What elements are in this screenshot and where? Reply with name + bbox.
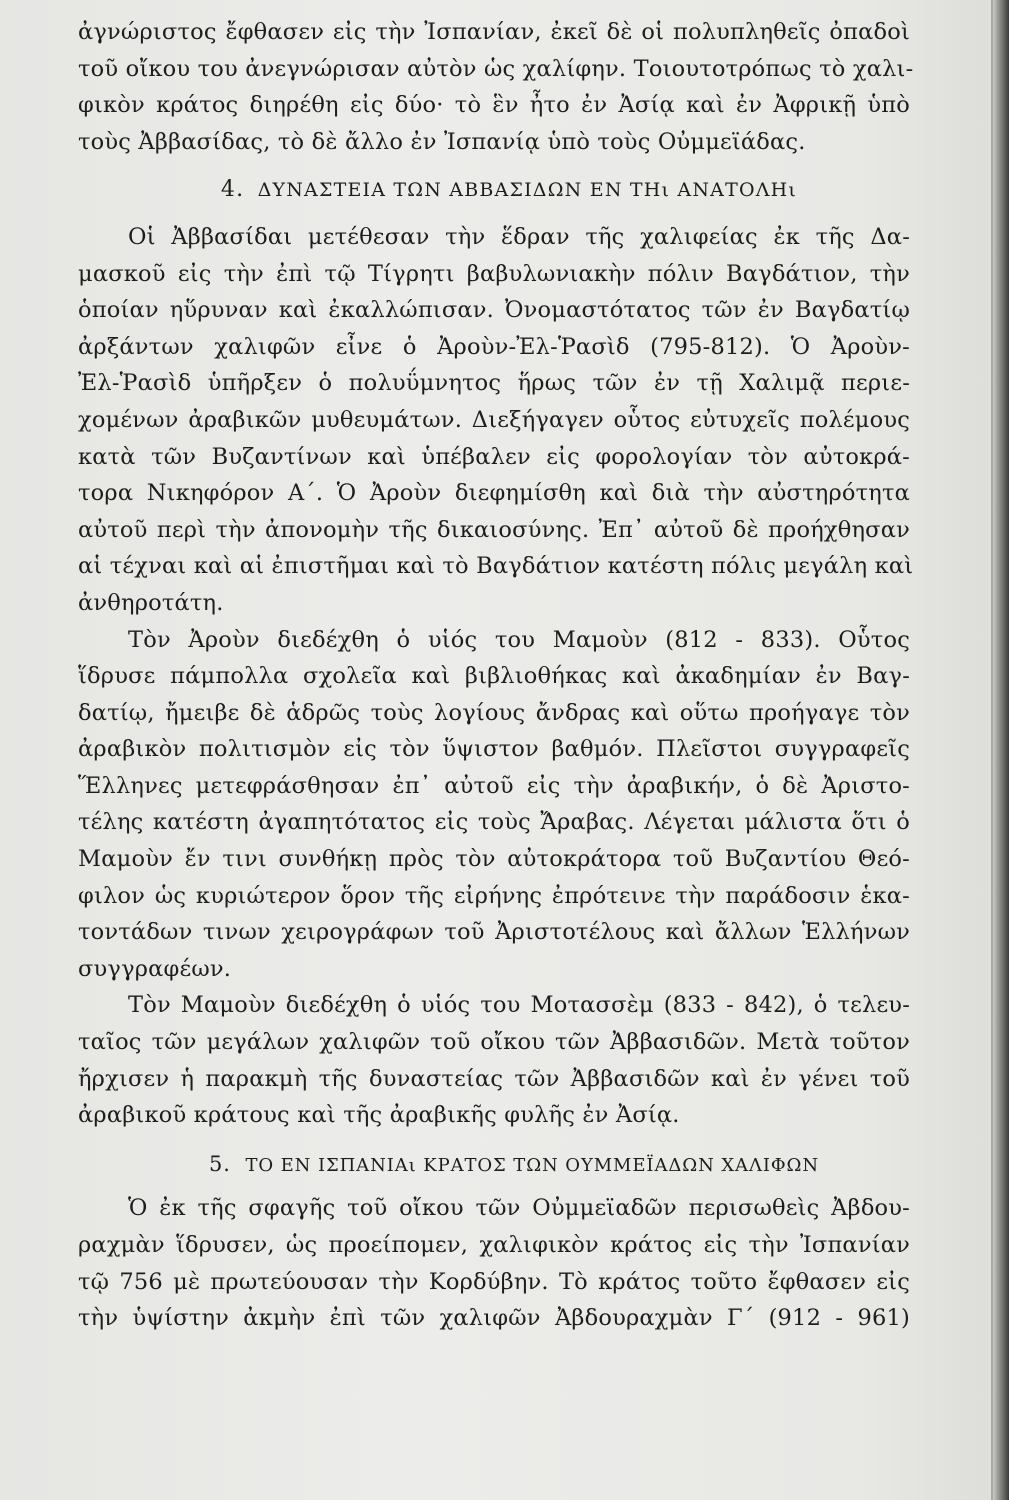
section-4-heading xyxy=(78,172,910,209)
text-line: τοῦ οἴκου του ἀνεγνώρισαν αὐτὸν ὡς χαλίφην. Τοιουτοτρόπως τὸ χαλι- xyxy=(78,55,914,82)
text-line: Μαμοὺν ἔν τινι συνθήκῃ πρὸς τὸν αὐτοκράτορα τοῦ Βυζαντίου Θεό- xyxy=(78,846,910,873)
text-line: τῷ 756 μὲ πρωτεύουσαν τὴν Κορδύβην. Τὸ κράτος τοῦτο ἔφθασεν εἰς xyxy=(78,1268,910,1295)
text-line: φικὸν κράτος διηρέθη εἰς δύο· τὸ ἓν ἦτο ἐν Ἀσίᾳ καὶ ἐν Ἀφρικῇ ὑπὸ xyxy=(78,92,910,119)
text-line: ἵδρυσε πάμπολλα σχολεῖα καὶ βιβλιοθήκας καὶ ἀκαδημίαν ἐν Βαγ- xyxy=(78,663,910,690)
section-4-paragraph-2 xyxy=(78,622,910,988)
text-line: ταῖος τῶν μεγάλων χαλιφῶν τοῦ οἴκου τῶν Ἀββασιδῶν. Μετὰ τοῦτον xyxy=(78,1029,910,1056)
text-line: Ὁ ἐκ τῆς σφαγῆς τοῦ οἴκου τῶν Οὐμμεϊαδῶν περισωθεὶς Ἀβδου- xyxy=(128,1195,910,1222)
text-line: συγγραφέων. xyxy=(78,955,232,982)
text-line: ἀραβικοῦ κράτους καὶ τῆς ἀραβικῆς φυλῆς ἐν Ἀσίᾳ. xyxy=(78,1102,680,1129)
text-line: αὐτοῦ περὶ τὴν ἀπονομὴν τῆς δικαιοσύνης. Ἐπ᾽ αὐτοῦ δὲ προήχθησαν xyxy=(78,516,910,543)
section-5-heading xyxy=(78,1146,910,1183)
text-line: ἀγνώριστος ἔφθασεν εἰς τὴν Ἰσπανίαν, ἐκεῖ δὲ οἱ πολυπληθεῖς ὀπαδοὶ xyxy=(78,19,910,45)
section-4-paragraph-3 xyxy=(78,987,910,1133)
text-line: τοντάδων τινων χειρογράφων τοῦ Ἀριστοτέλους καὶ ἄλλων Ἑλλήνων xyxy=(78,919,910,946)
section-4-paragraph-1 xyxy=(78,219,914,622)
text-line: τέλης κατέστη ἀγαπητότατος εἰς τοὺς Ἄραβας. Λέγεται μάλιστα ὅτι ὁ xyxy=(78,809,910,836)
text-line: τὴν ὑψίστην ἀκμὴν ἐπὶ τῶν χαλιφῶν Ἀβδουραχμὰν Γ΄ (912 - 961) xyxy=(78,1305,910,1332)
text-line: ὁποίαν ηὕρυναν καὶ ἐκαλλώπισαν. Ὀνομαστότατος τῶν ἐν Βαγδατίῳ xyxy=(78,297,910,324)
section-5-title: ΤΟ ΕΝ ΙΣΠΑΝΙΑι ΚΡΑΤΟΣ ΤΩΝ ΟΥΜΜΕΪΑΔΩΝ ΧΑΛΙΦΩΝ xyxy=(245,1154,819,1176)
page-text xyxy=(78,14,914,1337)
text-line: χομένων ἀραβικῶν μυθευμάτων. Διεξήγαγεν οὗτος εὐτυχεῖς πολέμους xyxy=(78,406,910,433)
text-line: ραχμὰν ἵδρυσεν, ὡς προείπομεν, χαλιφικὸν κράτος εἰς τὴν Ἰσπανίαν xyxy=(78,1232,910,1258)
section-4-number: 4. xyxy=(220,177,245,203)
text-line: Τὸν Ἀροὺν διεδέχθη ὁ υἱός του Μαμοὺν (812 - 833). Οὗτος xyxy=(128,626,910,653)
text-line: αἱ τέχναι καὶ αἱ ἐπιστῆμαι καὶ τὸ Βαγδάτιον κατέστη πόλις μεγάλη καὶ xyxy=(78,553,914,580)
text-line: Ἕλληνες μετεφράσθησαν ἐπ᾽ αὐτοῦ εἰς τὴν ἀραβικήν, ὁ δὲ Ἀριστο- xyxy=(78,772,910,799)
text-line: κατὰ τῶν Βυζαντίνων καὶ ὑπέβαλεν εἰς φορολογίαν τὸν αὐτοκρά- xyxy=(78,443,910,470)
intro-paragraph xyxy=(78,14,914,160)
text-line: μασκοῦ εἰς τὴν ἐπὶ τῷ Τίγρητι βαβυλωνιακὴν πόλιν Βαγδάτιον, τὴν xyxy=(78,260,910,287)
text-line: τοὺς Ἀββασίδας, τὸ δὲ ἄλλο ἐν Ἰσπανίᾳ ὑπὸ τοὺς Οὐμμεϊάδας. xyxy=(78,128,806,155)
section-4-title: ΔΥΝΑΣΤΕΙΑ ΤΩΝ ΑΒΒΑΣΙΔΩΝ ΕΝ ΤΗι ΑΝΑΤΟΛΗι xyxy=(257,179,798,202)
book-spine-edge xyxy=(993,0,1009,1500)
text-line: ἤρχισεν ἡ παρακμὴ τῆς δυναστείας τῶν Ἀββασιδῶν καὶ ἐν γένει τοῦ xyxy=(78,1065,910,1092)
text-line: ἀρξάντων χαλιφῶν εἶνε ὁ Ἀροὺν-Ἐλ-Ῥασὶδ (795-812). Ὁ Ἀροὺν- xyxy=(78,333,910,360)
text-line: Ἐλ-Ῥασὶδ ὑπῆρξεν ὁ πολυΰμνητος ἥρως τῶν ἐν τῇ Χαλιμᾷ περιε- xyxy=(78,370,910,397)
text-line: ἀραβικὸν πολιτισμὸν εἰς τὸν ὕψιστον βαθμόν. Πλεῖστοι συγγραφεῖς xyxy=(78,736,910,763)
text-line: ἀνθηροτάτη. xyxy=(78,589,224,616)
text-line: Οἱ Ἀββασίδαι μετέθεσαν τὴν ἕδραν τῆς χαλιφείας ἐκ τῆς Δα- xyxy=(128,223,910,250)
section-5-paragraph-1 xyxy=(78,1190,910,1336)
text-line: τορα Νικηφόρον Α΄. Ὁ Ἀροὺν διεφημίσθη καὶ διὰ τὴν αὐστηρότητα xyxy=(78,480,910,507)
section-5-number: 5. xyxy=(208,1151,231,1176)
text-line: Τὸν Μαμοὺν διεδέχθη ὁ υἱός του Μοτασσὲμ (833 - 842), ὁ τελευ- xyxy=(128,992,910,1019)
text-line: φιλον ὡς κυριώτερον ὅρον τῆς εἰρήνης ἐπρότεινε τὴν παράδοσιν ἑκα- xyxy=(78,882,910,909)
text-line: δατίῳ, ἤμειβε δὲ ἁδρῶς τοὺς λογίους ἄνδρας καὶ οὕτω προήγαγε τὸν xyxy=(78,699,910,726)
